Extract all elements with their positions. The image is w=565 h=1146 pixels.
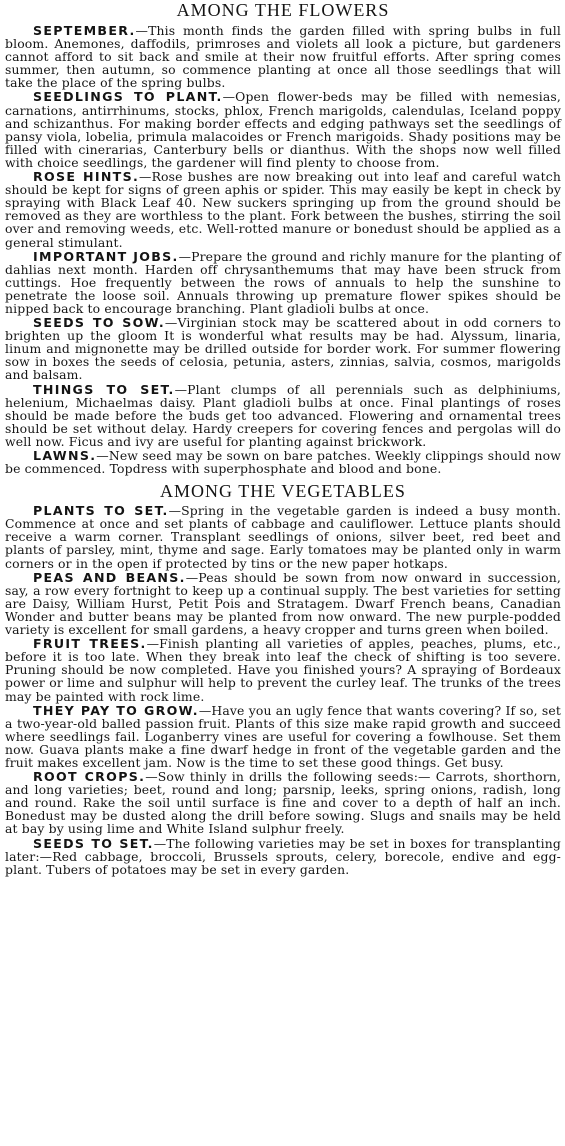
paragraph-heading: SEEDS TO SET. xyxy=(33,835,154,851)
vegetables-paragraph xyxy=(5,637,561,702)
paragraph-text: —Sow thinly in drills the following seeds:— Carrots, shorthorn, and long varieties; beet, round and long; parsnip, leeks, spring onions, radish, long and round. Rake the soil until surface is fine and cover to a depth of half an inch. Bonedust may be dusted along the drill before sowing. Slugs and snails may be held at bay by using lime and White Island sulphur freely. xyxy=(5,769,561,837)
paragraph-heading: LAWNS. xyxy=(33,448,97,463)
paragraph-text: —New seed may be sown on bare patches. Weekly clippings should now be commenced. Topdress with superphosphate and blood and bone. xyxy=(5,448,561,477)
vegetables-section-title: AMONG THE VEGETABLES xyxy=(160,481,406,502)
vegetables-paragraph xyxy=(5,571,561,636)
paragraph-text: —This month finds the garden filled with spring bulbs in full bloom. Anemones, daffodils, primroses and violets all look a picture, but gardeners cannot afford to sit back and smile at their now fruitful efforts. After spring comes summer, then autumn, so commence planting at once all those seedlings that will take the place of the spring bulbs. xyxy=(5,23,561,91)
flowers-section xyxy=(5,24,561,475)
paragraph-heading: PLANTS TO SET. xyxy=(33,503,169,519)
paragraph-text: —Have you an ugly fence that wants covering? If so, set a two-year-old balled passion fruit. Plants of this size make rapid growth and succeed where seedlings fail. Loganberry vines are useful for covering a fowlhouse. Set them now. Guava plants make a fine dwarf hedge in front of the vegetable garden and the fruit makes excellent jam. Now is the time to set these good things. Get busy. xyxy=(5,702,562,770)
flowers-paragraph xyxy=(5,383,561,448)
flowers-paragraph xyxy=(5,449,561,475)
paragraph-text: —Virginian stock may be scattered about in odd corners to brighten up the gloom It is wonderful what results may be had. Alyssum, linaria, linum and mignonette may be drilled outside for border work. For summer flowering sow in boxes the seeds of celosia, petunia, asters, zinnias, salvia, cosmos, marigolds and balsam. xyxy=(5,315,561,383)
paragraph-text: —Spring in the vegetable garden is indeed a busy month. Commence at once and set plants of cabbage and cauliflower. Lettuce plants should receive a warm corner. Transplant seedlings of onions, silver beet, red beet and plants of parsley, mint, thyme and sage. Early tomatoes may be planted only in warm corners or in the open if protected by tins or the new paper hotkaps. xyxy=(5,503,561,571)
paragraph-heading: PEAS AND BEANS. xyxy=(33,569,186,585)
paragraph-heading: SEPTEMBER. xyxy=(33,23,136,38)
paragraph-text: —Finish planting all varieties of apples, peaches, plums, etc., before it is too late. When they break into leaf the check of shifting is too severe. Pruning should be now completed. Have you finished yours? A spraying of Bordeaux power or lime and sulphur will help to prevent the curley leaf. The trunks of the trees may be painted with rock lime. xyxy=(5,636,562,704)
paragraph-text: —The following varieties may be set in boxes for transplanting later:—Red cabbage, broccoli, Brussels sprouts, celery, borecole, endive and egg-plant. Tubers of potatoes may be set in every garden. xyxy=(5,835,562,877)
paragraph-heading: THINGS TO SET. xyxy=(33,381,175,397)
paragraph-heading: SEEDS TO SOW. xyxy=(33,315,165,331)
vegetables-paragraph xyxy=(5,704,561,769)
paragraph-heading: FRUIT TREES. xyxy=(33,636,147,652)
flowers-paragraph xyxy=(5,170,561,249)
paragraph-text: —Rose bushes are now breaking out into leaf and careful watch should be kept for signs of green aphis or spider. This may easily be kept in check by spraying with Black Leaf 40. New suckers springing up from the ground should be removed as they are worthless to the plant. Fork between the bushes, stirring the soil over and removing weeds, etc. Well-rotted manure or bonedust should be applied as a general stimulant. xyxy=(5,169,561,250)
paragraph-heading: ROSE HINTS. xyxy=(33,169,140,185)
paragraph-text: —Peas should be sown from now onward in succession, say, a row every fortnight to keep up a continual supply. The best varieties for setting are Daisy, William Hurst, Petit Pois and Stratagem. Dwarf French beans, Canadian Wonder and butter beans may be planted from now onward. The new purple-podded variety is excellent for small gardens, a heavy cropper and turns green when boiled. xyxy=(5,569,561,638)
paragraph-text: —Prepare the ground and richly manure for the planting of dahlias next month. Harden off chrysanthemums that may have been struck from cuttings. Hoe frequently between the rows of annuals to help the sunshine to penetrate the loose soil. Annuals throwing up premature flower spikes should be nipped back to encourage branching. Plant gladioli bulbs at once. xyxy=(5,248,561,316)
flowers-paragraph xyxy=(5,316,561,381)
paragraph-heading: IMPORTANT JOBS. xyxy=(33,248,179,264)
flowers-paragraph xyxy=(5,24,561,89)
vegetables-section xyxy=(5,504,561,876)
paragraph-heading: THEY PAY TO GROW. xyxy=(33,702,199,718)
paragraph-text: —Plant clumps of all perennials such as delphiniums, helenium, Michaelmas daisy. Plant gladioli bulbs at once. Final plantings of roses should be made before the buds get too advanced. Flowering and ornamental trees should be set without delay. Hardy creepers for covering fences and pergolas will do well now. Ficus and ivy are useful for planting against brickwork. xyxy=(5,381,561,449)
paragraph-text: —Open flower-beds may be filled with nemesias, carnations, antirrhinums, stocks, phlox, French marigolds, calendulas, Iceland poppy and schizanthus. For making border effects and edging pathways set the seedlings of pansy viola, lobelia, primula malacoides or French marigoids. Shady positions may be filled with cinerarias, Canterbury bells or dianthus. With the shops now well filled with choice seedlings, the gardener will find plenty to choose from. xyxy=(5,89,562,170)
paragraph-heading: ROOT CROPS. xyxy=(33,769,146,785)
paragraph-heading: SEEDLINGS TO PLANT. xyxy=(33,89,223,105)
vegetables-paragraph xyxy=(5,504,561,569)
vegetables-paragraph xyxy=(5,770,561,835)
flowers-paragraph xyxy=(5,90,561,169)
vegetables-paragraph xyxy=(5,837,561,876)
flowers-paragraph xyxy=(5,250,561,315)
flowers-section-title: AMONG THE FLOWERS xyxy=(176,0,390,20)
